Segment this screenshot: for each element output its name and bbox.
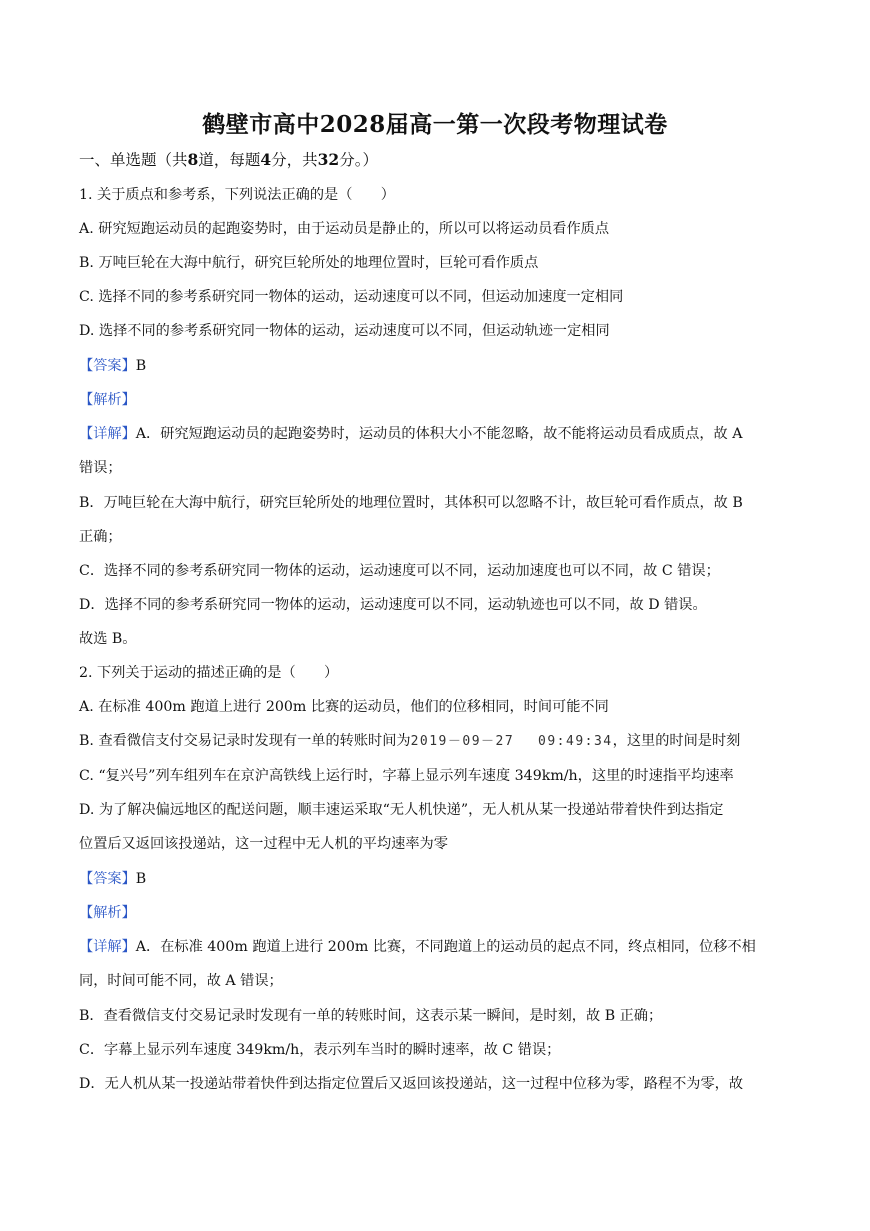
total-points: 32 <box>317 150 340 169</box>
q1-option-a: A. 研究短跑运动员的起跑姿势时，由于运动员是静止的，所以可以将运动员看作质点 <box>79 221 610 237</box>
q1-option-c: C. 选择不同的参考系研究同一物体的运动，运动速度可以不同，但运动加速度一定相同 <box>79 289 624 305</box>
q1-analysis-tag: 【解析】 <box>79 392 136 408</box>
q1-detail-line-7: 故选 B。 <box>79 631 137 647</box>
answer-value: B <box>135 871 147 887</box>
q2-stem: 2. 下列关于运动的描述正确的是（ ） <box>79 665 339 681</box>
section-heading: 一、单选题（共8道，每题4分，共32分。） <box>79 150 378 169</box>
q1-detail-line-2: 错误； <box>79 460 122 476</box>
detail-tag: 【详解】 <box>79 939 136 955</box>
q2-detail-line-3: B．查看微信支付交易记录时发现有一单的转账时间，这表示某一瞬间，是时刻，故 B 正确； <box>79 1008 663 1024</box>
q2-detail-line-4: C．字幕上显示列车速度 349km/h，表示列车当时的瞬时速率，故 C 错误； <box>79 1042 561 1058</box>
q2-option-d-line-1: D. 为了解决偏远地区的配送问题，顺丰速运采取“无人机快递”，无人机从某一投递站带着快件到达指定 <box>79 802 724 818</box>
q2-option-b: B. 查看微信支付交易记录时发现有一单的转账时间为2019－09－27 09:49:34，这里的时间是时刻 <box>79 733 741 749</box>
answer-tag: 【答案】 <box>79 871 136 887</box>
detail-tag: 【详解】 <box>79 426 136 442</box>
q2-detail-line-1: 【详解】A．在标准 400m 跑道上进行 200m 比赛，不同跑道上的运动员的起点不同，终点相同，位移不相 <box>79 939 756 955</box>
q1-option-b: B. 万吨巨轮在大海中航行，研究巨轮所处的地理位置时，巨轮可看作质点 <box>79 255 539 271</box>
q2-analysis-tag: 【解析】 <box>79 905 136 921</box>
q2-answer <box>79 869 799 889</box>
q2-option-d-line-2: 位置后又返回该投递站，这一过程中无人机的平均速率为零 <box>79 836 448 852</box>
q1-option-d: D. 选择不同的参考系研究同一物体的运动，运动速度可以不同，但运动轨迹一定相同 <box>79 323 610 339</box>
points-each: 4 <box>260 150 272 169</box>
q1-detail-line-4: 正确； <box>79 529 122 545</box>
q1-detail-line-5: C．选择不同的参考系研究同一物体的运动，运动速度可以不同，运动加速度也可以不同，故 C 错误； <box>79 563 720 579</box>
q1-stem: 1. 关于质点和参考系，下列说法正确的是（ ） <box>79 187 395 203</box>
q2-option-c: C. “复兴号”列车组列车在京沪高铁线上运行时，字幕上显示列车速度 349km/h，这里的时速指平均速率 <box>79 768 734 784</box>
q1-detail-line-3: B．万吨巨轮在大海中航行，研究巨轮所处的地理位置时，其体积可以忽略不计，故巨轮可看作质点，故 B <box>79 495 743 511</box>
q1-detail-line-6: D．选择不同的参考系研究同一物体的运动，运动速度可以不同，运动轨迹也可以不同，故 D 错误。 <box>79 597 707 613</box>
answer-tag: 【答案】 <box>79 358 136 374</box>
q1-answer <box>79 356 799 376</box>
q2-detail-line-5: D．无人机从某一投递站带着快件到达指定位置后又返回该投递站，这一过程中位移为零，路程不为零，故 <box>79 1076 744 1092</box>
q2-option-a: A. 在标准 400m 跑道上进行 200m 比赛的运动员，他们的位移相同，时间可能不同 <box>79 699 609 715</box>
q1-detail-line-1: 【详解】A．研究短跑运动员的起跑姿势时，运动员的体积大小不能忽略，故不能将运动员看成质点，故 A <box>79 426 743 442</box>
answer-value: B <box>135 358 147 374</box>
question-count: 8 <box>187 150 199 169</box>
q2-detail-line-2: 同，时间可能不同，故 A 错误； <box>79 973 283 989</box>
transfer-time: 2019－09－27 09:49:34 <box>410 734 613 749</box>
page-title: 鹤壁市高中2028届高一第一次段考物理试卷 <box>202 111 668 138</box>
